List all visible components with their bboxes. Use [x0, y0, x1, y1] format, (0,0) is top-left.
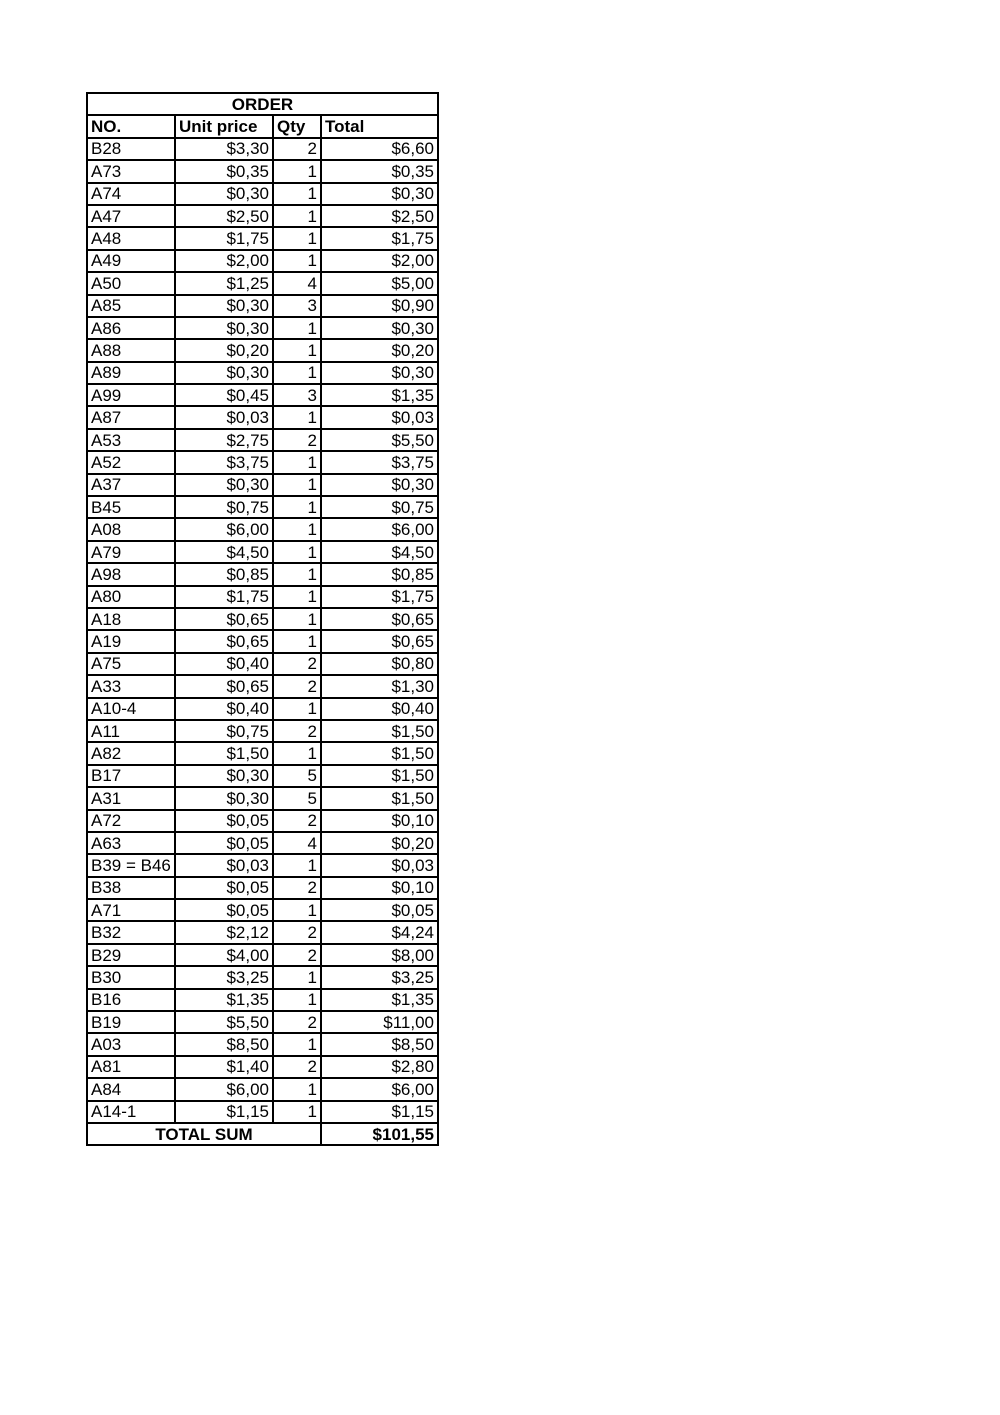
cell-unit-price: $2,00 [175, 250, 273, 272]
cell-qty: 2 [273, 1011, 321, 1033]
cell-total: $0,30 [321, 362, 438, 384]
table-row [87, 1011, 438, 1033]
cell-no: B45 [87, 496, 175, 518]
cell-qty: 1 [273, 899, 321, 921]
cell-no: B30 [87, 966, 175, 988]
table-row [87, 787, 438, 809]
cell-unit-price: $8,50 [175, 1033, 273, 1055]
cell-unit-price: $0,05 [175, 899, 273, 921]
table-row [87, 272, 438, 294]
cell-total: $4,50 [321, 541, 438, 563]
cell-no: A71 [87, 899, 175, 921]
cell-unit-price: $3,25 [175, 966, 273, 988]
cell-no: A85 [87, 295, 175, 317]
cell-total: $6,60 [321, 138, 438, 160]
cell-total: $1,75 [321, 586, 438, 608]
cell-unit-price: $3,30 [175, 138, 273, 160]
header-row [87, 115, 438, 137]
cell-unit-price: $1,50 [175, 742, 273, 764]
table-row [87, 1078, 438, 1100]
cell-qty: 2 [273, 877, 321, 899]
cell-qty: 1 [273, 183, 321, 205]
cell-unit-price: $2,12 [175, 921, 273, 943]
cell-total: $3,25 [321, 966, 438, 988]
table-row [87, 720, 438, 742]
cell-no: B16 [87, 989, 175, 1011]
cell-qty: 1 [273, 563, 321, 585]
cell-qty: 1 [273, 586, 321, 608]
order-table [86, 92, 439, 1146]
cell-qty: 1 [273, 317, 321, 339]
column-header-no: NO. [87, 115, 175, 137]
table-row [87, 630, 438, 652]
table-row [87, 429, 438, 451]
cell-qty: 1 [273, 451, 321, 473]
cell-qty: 1 [273, 406, 321, 428]
cell-unit-price: $0,03 [175, 854, 273, 876]
cell-total: $0,80 [321, 653, 438, 675]
table-row [87, 1101, 438, 1123]
cell-qty: 5 [273, 787, 321, 809]
cell-total: $0,30 [321, 317, 438, 339]
cell-qty: 1 [273, 541, 321, 563]
cell-unit-price: $1,25 [175, 272, 273, 294]
cell-qty: 1 [273, 518, 321, 540]
cell-total: $0,65 [321, 608, 438, 630]
cell-unit-price: $4,50 [175, 541, 273, 563]
cell-no: A98 [87, 563, 175, 585]
cell-unit-price: $6,00 [175, 518, 273, 540]
cell-unit-price: $0,35 [175, 160, 273, 182]
cell-total: $0,75 [321, 496, 438, 518]
cell-qty: 1 [273, 496, 321, 518]
cell-qty: 1 [273, 160, 321, 182]
table-row [87, 810, 438, 832]
cell-unit-price: $3,75 [175, 451, 273, 473]
cell-no: A08 [87, 518, 175, 540]
table-row [87, 944, 438, 966]
cell-unit-price: $4,00 [175, 944, 273, 966]
cell-no: B32 [87, 921, 175, 943]
table-row [87, 295, 438, 317]
cell-unit-price: $0,30 [175, 474, 273, 496]
cell-total: $0,03 [321, 406, 438, 428]
cell-total: $5,00 [321, 272, 438, 294]
cell-no: A63 [87, 832, 175, 854]
cell-qty: 1 [273, 205, 321, 227]
cell-unit-price: $0,05 [175, 877, 273, 899]
cell-total: $0,20 [321, 832, 438, 854]
table-row [87, 496, 438, 518]
cell-no: A37 [87, 474, 175, 496]
cell-total: $0,10 [321, 810, 438, 832]
cell-qty: 2 [273, 720, 321, 742]
cell-total: $1,30 [321, 675, 438, 697]
cell-unit-price: $0,40 [175, 698, 273, 720]
cell-qty: 3 [273, 384, 321, 406]
cell-qty: 1 [273, 698, 321, 720]
cell-total: $1,35 [321, 989, 438, 1011]
cell-no: A79 [87, 541, 175, 563]
cell-no: A81 [87, 1056, 175, 1078]
cell-no: A75 [87, 653, 175, 675]
cell-unit-price: $0,20 [175, 339, 273, 361]
cell-unit-price: $2,50 [175, 205, 273, 227]
cell-total: $6,00 [321, 518, 438, 540]
cell-no: A48 [87, 227, 175, 249]
table-row [87, 586, 438, 608]
table-row [87, 899, 438, 921]
table-row [87, 518, 438, 540]
cell-no: B38 [87, 877, 175, 899]
cell-unit-price: $0,65 [175, 675, 273, 697]
table-row [87, 877, 438, 899]
cell-qty: 4 [273, 832, 321, 854]
cell-total: $5,50 [321, 429, 438, 451]
cell-unit-price: $0,05 [175, 832, 273, 854]
cell-total: $0,10 [321, 877, 438, 899]
total-sum-label: TOTAL SUM [87, 1123, 321, 1145]
cell-total: $11,00 [321, 1011, 438, 1033]
cell-total: $0,20 [321, 339, 438, 361]
table-row [87, 474, 438, 496]
cell-qty: 1 [273, 966, 321, 988]
cell-unit-price: $2,75 [175, 429, 273, 451]
cell-unit-price: $0,40 [175, 653, 273, 675]
cell-total: $8,00 [321, 944, 438, 966]
table-row [87, 563, 438, 585]
cell-unit-price: $1,75 [175, 227, 273, 249]
cell-no: A47 [87, 205, 175, 227]
cell-qty: 2 [273, 1056, 321, 1078]
table-row [87, 451, 438, 473]
total-sum-value: $101,55 [321, 1123, 438, 1145]
cell-qty: 2 [273, 429, 321, 451]
cell-total: $0,40 [321, 698, 438, 720]
cell-total: $0,35 [321, 160, 438, 182]
table-row [87, 765, 438, 787]
cell-qty: 1 [273, 250, 321, 272]
cell-qty: 5 [273, 765, 321, 787]
cell-unit-price: $0,30 [175, 317, 273, 339]
cell-no: B29 [87, 944, 175, 966]
table-row [87, 227, 438, 249]
cell-qty: 4 [273, 272, 321, 294]
cell-unit-price: $0,65 [175, 608, 273, 630]
cell-total: $6,00 [321, 1078, 438, 1100]
column-header-total: Total [321, 115, 438, 137]
cell-no: A73 [87, 160, 175, 182]
cell-total: $8,50 [321, 1033, 438, 1055]
cell-no: B17 [87, 765, 175, 787]
cell-total: $2,00 [321, 250, 438, 272]
column-header-unit-price: Unit price [175, 115, 273, 137]
cell-total: $4,24 [321, 921, 438, 943]
cell-qty: 2 [273, 675, 321, 697]
table-row [87, 675, 438, 697]
cell-unit-price: $1,15 [175, 1101, 273, 1123]
order-table-body [87, 93, 438, 1145]
table-row [87, 541, 438, 563]
cell-qty: 1 [273, 339, 321, 361]
cell-qty: 1 [273, 1033, 321, 1055]
cell-qty: 1 [273, 474, 321, 496]
cell-unit-price: $1,75 [175, 586, 273, 608]
cell-total: $1,35 [321, 384, 438, 406]
cell-no: B39 = B46 [87, 854, 175, 876]
cell-qty: 2 [273, 138, 321, 160]
table-row [87, 138, 438, 160]
table-row [87, 339, 438, 361]
cell-qty: 1 [273, 362, 321, 384]
table-row [87, 989, 438, 1011]
table-row [87, 653, 438, 675]
cell-qty: 2 [273, 653, 321, 675]
cell-unit-price: $0,65 [175, 630, 273, 652]
cell-no: A74 [87, 183, 175, 205]
cell-unit-price: $0,30 [175, 295, 273, 317]
table-row [87, 832, 438, 854]
cell-total: $0,85 [321, 563, 438, 585]
table-row [87, 406, 438, 428]
table-row [87, 384, 438, 406]
cell-unit-price: $6,00 [175, 1078, 273, 1100]
cell-unit-price: $0,30 [175, 787, 273, 809]
order-title-row [87, 93, 438, 115]
cell-total: $1,15 [321, 1101, 438, 1123]
cell-qty: 1 [273, 1101, 321, 1123]
cell-no: A72 [87, 810, 175, 832]
cell-qty: 2 [273, 944, 321, 966]
cell-no: A84 [87, 1078, 175, 1100]
table-row [87, 160, 438, 182]
cell-total: $0,03 [321, 854, 438, 876]
cell-unit-price: $0,03 [175, 406, 273, 428]
table-row [87, 250, 438, 272]
cell-qty: 1 [273, 742, 321, 764]
cell-unit-price: $0,30 [175, 362, 273, 384]
cell-qty: 1 [273, 1078, 321, 1100]
table-row [87, 1033, 438, 1055]
table-row [87, 362, 438, 384]
cell-qty: 1 [273, 227, 321, 249]
cell-total: $0,30 [321, 474, 438, 496]
cell-total: $0,65 [321, 630, 438, 652]
cell-total: $0,90 [321, 295, 438, 317]
cell-no: A10-4 [87, 698, 175, 720]
cell-total: $1,50 [321, 765, 438, 787]
cell-no: A86 [87, 317, 175, 339]
order-title: ORDER [87, 93, 438, 115]
cell-total: $1,50 [321, 742, 438, 764]
cell-qty: 1 [273, 630, 321, 652]
cell-no: A80 [87, 586, 175, 608]
cell-total: $2,80 [321, 1056, 438, 1078]
cell-qty: 1 [273, 989, 321, 1011]
cell-unit-price: $0,45 [175, 384, 273, 406]
cell-qty: 2 [273, 921, 321, 943]
cell-no: A19 [87, 630, 175, 652]
table-row [87, 1056, 438, 1078]
table-row [87, 742, 438, 764]
cell-unit-price: $0,30 [175, 765, 273, 787]
cell-total: $1,50 [321, 720, 438, 742]
cell-total: $0,30 [321, 183, 438, 205]
table-row [87, 608, 438, 630]
column-header-qty: Qty [273, 115, 321, 137]
cell-no: A99 [87, 384, 175, 406]
cell-no: A49 [87, 250, 175, 272]
cell-no: A11 [87, 720, 175, 742]
cell-unit-price: $0,85 [175, 563, 273, 585]
cell-no: A31 [87, 787, 175, 809]
table-row [87, 205, 438, 227]
cell-unit-price: $1,35 [175, 989, 273, 1011]
cell-no: A14-1 [87, 1101, 175, 1123]
cell-no: A50 [87, 272, 175, 294]
cell-no: A89 [87, 362, 175, 384]
cell-unit-price: $0,75 [175, 496, 273, 518]
cell-no: B19 [87, 1011, 175, 1033]
cell-no: A87 [87, 406, 175, 428]
cell-total: $3,75 [321, 451, 438, 473]
cell-unit-price: $0,75 [175, 720, 273, 742]
cell-no: A53 [87, 429, 175, 451]
cell-total: $1,50 [321, 787, 438, 809]
cell-total: $0,05 [321, 899, 438, 921]
total-sum-row [87, 1123, 438, 1145]
cell-no: B28 [87, 138, 175, 160]
table-row [87, 698, 438, 720]
cell-no: A88 [87, 339, 175, 361]
cell-qty: 1 [273, 854, 321, 876]
cell-unit-price: $1,40 [175, 1056, 273, 1078]
cell-total: $1,75 [321, 227, 438, 249]
cell-qty: 3 [273, 295, 321, 317]
cell-no: A18 [87, 608, 175, 630]
table-row [87, 854, 438, 876]
table-row [87, 317, 438, 339]
cell-unit-price: $5,50 [175, 1011, 273, 1033]
table-row [87, 966, 438, 988]
cell-qty: 2 [273, 810, 321, 832]
cell-no: A52 [87, 451, 175, 473]
cell-no: A03 [87, 1033, 175, 1055]
cell-unit-price: $0,30 [175, 183, 273, 205]
cell-total: $2,50 [321, 205, 438, 227]
cell-qty: 1 [273, 608, 321, 630]
table-row [87, 183, 438, 205]
cell-no: A82 [87, 742, 175, 764]
cell-no: A33 [87, 675, 175, 697]
cell-unit-price: $0,05 [175, 810, 273, 832]
table-row [87, 921, 438, 943]
